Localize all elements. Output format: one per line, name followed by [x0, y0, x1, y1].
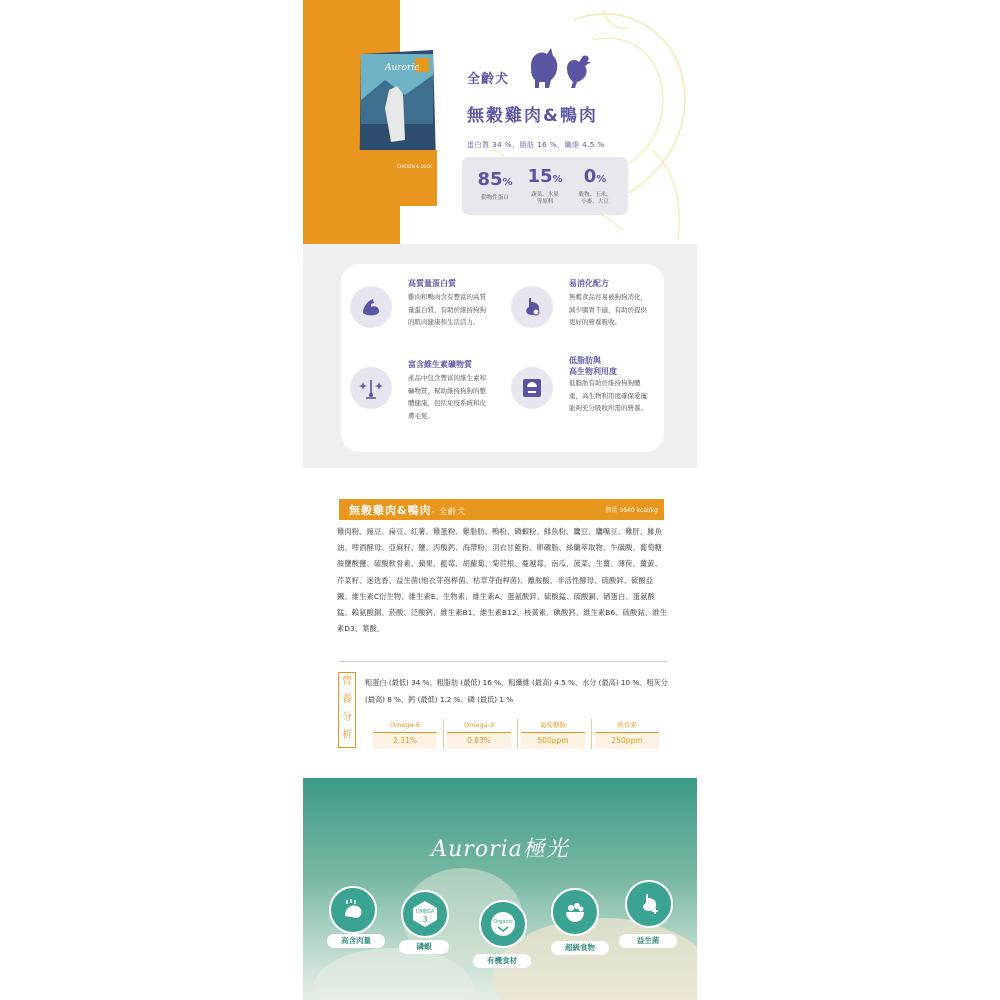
column-separator — [591, 719, 592, 749]
superfood-icon — [551, 888, 599, 936]
badge-label: 有機食材 — [473, 954, 531, 968]
badge-label: 益生菌 — [619, 934, 677, 948]
ingredients-title-suffix: - 全齡犬 — [431, 506, 467, 516]
bag-flavor-text: CHICKEN & DUCK — [397, 164, 433, 169]
stat-value: 85 — [477, 169, 503, 190]
analysis-header: Omega-6 — [373, 717, 437, 733]
stat-vegetables — [521, 167, 569, 206]
features-card — [341, 264, 664, 452]
analysis-header: 葡萄糖胺 — [521, 717, 585, 733]
probiotic-icon — [625, 880, 673, 928]
omega-3-icon — [401, 890, 449, 938]
analysis-text: 粗蛋白 (最低) 34 %、粗脂肪 (最低) 16 %、粗纖維 (最高) 4.5 %、水分 (最高) 10 %、粗灰分 (最高) 8 %、鈣 (最低) 1.2 %、磷 (最低) 1 % — [365, 678, 668, 704]
feature-title: 富含維生素礦物質 — [408, 360, 472, 369]
bag-brand-text: Auroria — [385, 63, 420, 73]
product-bag-image — [355, 50, 439, 210]
column-separator — [443, 719, 444, 749]
brand-section — [303, 778, 697, 1000]
scale-icon — [511, 367, 553, 409]
hero-text-block — [467, 68, 605, 150]
hero-title: 無穀雞肉&鴨肉 — [467, 106, 598, 126]
feature-title: 易消化配方 — [569, 279, 609, 288]
feature-body: 低脂肪有助於維持狗狗體重，高生物利用度確保愛寵能夠充分吸收所需的營養。 — [569, 379, 647, 412]
feature-body: 雞肉和鴨肉含有豐富的高質量蛋白質，有助於維持狗狗的肌肉健康和生活活力。 — [408, 293, 486, 326]
stat-value: 0 — [583, 165, 597, 187]
analysis-table — [373, 717, 665, 751]
muscle-arm-icon — [350, 286, 392, 328]
analysis-column — [595, 717, 659, 749]
badge-label: 磷蝦 — [399, 940, 449, 954]
feature-title: 高質量蛋白質 — [408, 279, 456, 288]
hero-specs: 蛋白質 34 %、脂肪 16 %、纖維 4.5 % — [467, 141, 605, 149]
analysis-header: Omega-3 — [447, 717, 511, 733]
feature-title: 低脂肪與 高生物利用度 — [569, 356, 617, 376]
analysis-value: 0.83% — [447, 733, 511, 749]
divider — [339, 661, 667, 662]
ingredients-title-main: 無穀雞肉&鴨肉 — [349, 503, 432, 517]
omega-text: OMEGA — [415, 909, 435, 915]
product-page — [303, 0, 697, 1000]
stats-box — [462, 157, 628, 215]
ingredients-header — [339, 499, 664, 520]
hero-section — [303, 0, 697, 244]
stat-unit: % — [502, 177, 513, 188]
analysis-value: 500ppm — [521, 733, 585, 749]
brand-logo: Auroria極光 — [431, 837, 569, 862]
hero-subtitle: 全齡犬 — [467, 72, 510, 87]
analysis-header: 軟骨素 — [595, 717, 659, 733]
meat-icon — [329, 886, 377, 934]
analysis-column — [447, 717, 511, 749]
column-separator — [517, 719, 518, 749]
analysis-value: 2.31% — [373, 733, 437, 749]
analysis-value: 250ppm — [595, 733, 659, 749]
omega-number: 3 — [422, 915, 428, 924]
stat-label: 動物性蛋白 — [481, 195, 509, 201]
hair-sparkle-icon — [350, 367, 392, 409]
stat-value: 15 — [527, 165, 553, 187]
ingredients-list: 雞肉粉、豌豆、扁豆、紅薯、雞蛋粉、雞脂肪、鴨粉、磷蝦粉、鯡魚粉、鷹豆、鷹嘴豆、雞肝、鯡魚油、啤酒酵母、亞麻籽、鹽、丙酸鈣、海帶粉、羽衣甘藍粉、卵磷脂、絲蘭萃取物、牛磺酸、葡萄糖胺鹽酸鹽、硫酸軟骨素、蘋果、藍莓、胡蘿蔔、菊苣根、蔓越莓、南瓜、菠菜、生薑、薄荷、薑黃、芹菜籽、迷迭香、益生菌(地衣芽孢桿菌、枯草芽孢桿菌)、離胺酸、非活性酵母、硫酸鋅、硫酸亞鐵、維生素C衍生物、維生素E、生物素、維生素A、蛋氨酸鋅、硫酸錳、硫酸銅、硒蛋白、蛋氨酸錳、賴氨酸銅、菸酸、泛酸鈣、維生素B1、維生素B12、核黃素、碘酸鈣、維生素B6、硫酸鈷、維生素D3、葉酸。 — [337, 527, 667, 634]
stat-grain-free — [571, 167, 619, 206]
feature-body: 產品中包含豐富的維生素和礦物質，幫助維持狗狗的整體健康，包括免疫系統和皮膚毛髮。 — [408, 374, 486, 420]
stat-animal-protein — [471, 170, 519, 202]
organic-icon — [479, 900, 527, 948]
analysis-column — [521, 717, 585, 749]
badge-label: 超級食物 — [551, 941, 609, 955]
stat-label: 穀物、玉米、 小麥、大豆 — [578, 191, 612, 205]
stomach-icon — [511, 286, 553, 328]
badge-label: 高含肉量 — [327, 934, 385, 948]
stat-unit: % — [596, 173, 607, 185]
organic-text: Organic — [493, 919, 513, 925]
feature-body: 無穀食品容易被狗狗消化，減少腸胃不適，有助於提供更好的營養吸收。 — [569, 293, 647, 326]
analysis-column — [373, 717, 437, 749]
analysis-label: 營養分析 — [338, 672, 356, 748]
stat-label: 蔬菜、水果 等原料 — [531, 191, 559, 205]
ingredients-title — [349, 502, 466, 518]
stat-unit: % — [552, 173, 563, 185]
energy-value: 熱量 3640 kcal/kg — [605, 507, 658, 514]
